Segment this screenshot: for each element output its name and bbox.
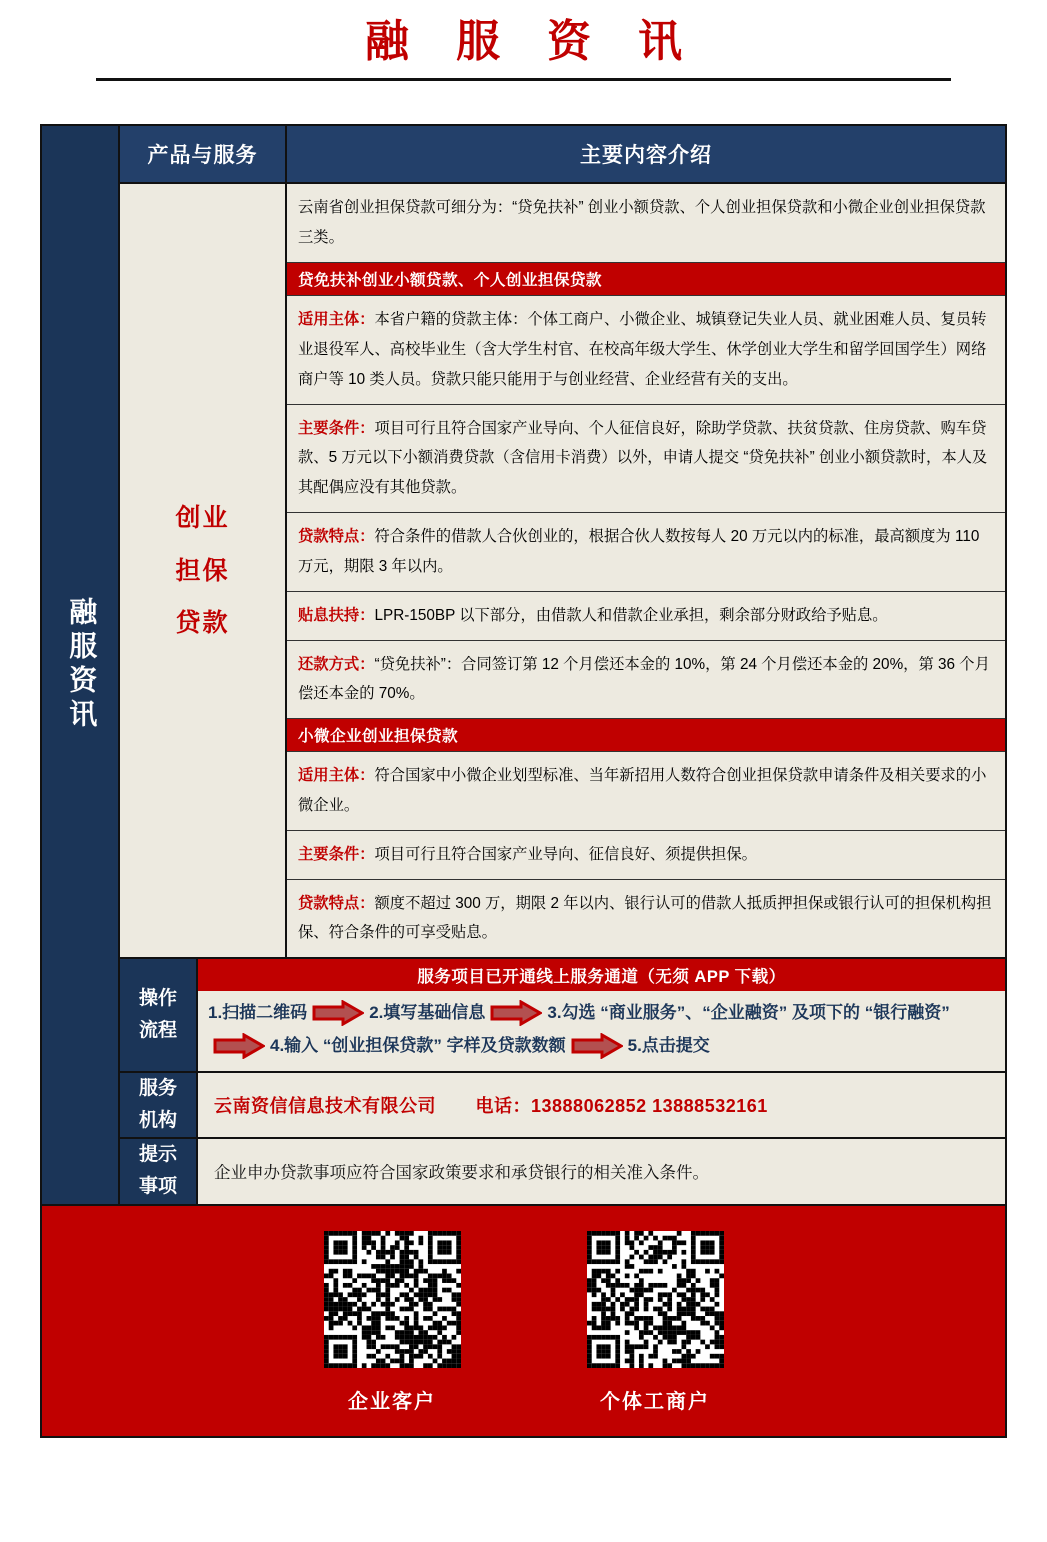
detail-paragraph bbox=[287, 880, 1005, 958]
service-org-name: 云南资信信息技术有限公司 bbox=[214, 1095, 436, 1116]
row-label-service-org-line-2: 机构 bbox=[138, 1109, 177, 1131]
detail-paragraph bbox=[287, 513, 1005, 592]
detail-paragraph-text: 符合国家中小微企业划型标准、当年新招用人数符合创业担保贷款申请条件及相关要求的小微企业。 bbox=[298, 767, 987, 814]
row-label-service-org-line-1: 服务 bbox=[138, 1077, 177, 1099]
service-org-phone: 电话：13888062852 13888532161 bbox=[475, 1095, 768, 1116]
detail-content-column bbox=[287, 184, 1005, 957]
section-heading-bar: 小微企业创业担保贷款 bbox=[287, 719, 1005, 752]
detail-paragraph-text: LPR-150BP 以下部分，由借款人和借款企业承担，剩余部分财政给予贴息。 bbox=[374, 606, 888, 624]
flow-step: 1.扫描二维码 bbox=[208, 1003, 308, 1023]
sheet-body bbox=[120, 126, 1005, 1203]
notice-text: 企业申办贷款事项应符合国家政策要求和承贷银行的相关准入条件。 bbox=[214, 1164, 709, 1183]
service-org-body bbox=[198, 1073, 1005, 1138]
detail-paragraph-label: 主要条件： bbox=[298, 845, 375, 863]
service-org-row bbox=[120, 1073, 1005, 1140]
flow-step: 2.填写基础信息 bbox=[369, 1003, 486, 1023]
qr-item bbox=[587, 1231, 724, 1414]
row-label-process-line-2: 流程 bbox=[138, 1019, 177, 1041]
service-org-text bbox=[198, 1082, 1005, 1128]
detail-paragraph-text: 符合条件的借款人合伙创业的，根据合伙人数按每人 20 万元以内的标准，最高额度为 110 万元，期限 3 年以内。 bbox=[298, 528, 980, 575]
qr-code-image[interactable] bbox=[587, 1231, 724, 1368]
detail-paragraph-label: 适用主体： bbox=[298, 767, 375, 785]
detail-paragraph bbox=[287, 592, 1005, 641]
flow-arrow-icon bbox=[571, 1033, 623, 1059]
detail-paragraph bbox=[287, 405, 1005, 513]
flow-arrow-icon bbox=[312, 1000, 364, 1026]
detail-paragraph bbox=[287, 296, 1005, 404]
detail-paragraph-label: 还款方式： bbox=[298, 655, 375, 673]
process-flow-row bbox=[120, 959, 1005, 1072]
row-label-process-line-1: 操作 bbox=[138, 987, 177, 1009]
flow-step: 5.点击提交 bbox=[627, 1036, 710, 1056]
row-label-service-org bbox=[120, 1073, 198, 1138]
detail-paragraph-label: 适用主体： bbox=[298, 311, 375, 329]
flow-arrow-icon bbox=[490, 1000, 542, 1026]
detail-paragraph-label: 贷款特点： bbox=[298, 894, 375, 912]
process-flow-body bbox=[198, 959, 1005, 1070]
detail-paragraph-label: 主要条件： bbox=[298, 419, 375, 437]
product-detail-row bbox=[120, 184, 1005, 959]
qr-item bbox=[324, 1231, 461, 1414]
detail-paragraph bbox=[287, 831, 1005, 880]
detail-paragraph-text: 项目可行且符合国家产业导向、个人征信良好，除助学贷款、扶贫贷款、住房贷款、购车贷款、5 万元以下小额消费贷款（含信用卡消费）以外，申请人提交 “贷免扶补” 创业小额贷款时，本人及其配偶应没有其他贷款。 bbox=[298, 419, 988, 497]
process-flow-steps bbox=[198, 991, 1005, 1070]
online-channel-banner: 服务项目已开通线上服务通道（无须 APP 下载） bbox=[198, 959, 1005, 991]
flow-step: 4.输入 “创业担保贷款” 字样及贷款数额 bbox=[270, 1036, 566, 1056]
masthead bbox=[0, 0, 1047, 81]
qr-caption: 企业客户 bbox=[348, 1390, 436, 1413]
detail-paragraph-text: 云南省创业担保贷款可细分为：“贷免扶补” 创业小额贷款、个人创业担保贷款和小微企业创业担保贷款三类。 bbox=[298, 199, 986, 247]
header-main-content: 主要内容介绍 bbox=[580, 144, 712, 168]
detail-paragraph-text: 额度不超过 300 万，期限 2 年以内、银行认可的借款人抵质押担保或银行认可的担保机构担保、符合条件的可享受贴息。 bbox=[298, 894, 992, 942]
header-product-service: 产品与服务 bbox=[120, 126, 287, 182]
sheet-spine bbox=[42, 126, 120, 1203]
section-heading-bar: 贷免扶补创业小额贷款、个人创业担保贷款 bbox=[287, 263, 1005, 296]
detail-paragraph bbox=[287, 752, 1005, 831]
detail-paragraph-text: 本省户籍的贷款主体：个体工商户、小微企业、城镇登记失业人员、就业困难人员、复员转业退役军人、高校毕业生（含大学生村官、在校高年级大学生、休学创业大学生和留学回国学生）网络商户等 10 类人员。贷款只能只能用于与创业经营、企业经营有关的支出。 bbox=[298, 311, 987, 388]
spine-label: 融服资讯 bbox=[65, 597, 97, 734]
product-name-cell bbox=[120, 184, 287, 957]
notice-body bbox=[198, 1139, 1005, 1204]
row-label-notice bbox=[120, 1139, 198, 1204]
detail-paragraph-label: 贴息扶持： bbox=[298, 606, 375, 624]
table-header-row bbox=[120, 126, 1005, 184]
detail-paragraph-text: 项目可行且符合国家产业导向、征信良好、须提供担保。 bbox=[374, 845, 757, 863]
detail-paragraph-text: “贷免扶补”：合同签订第 12 个月偿还本金的 10%，第 24 个月偿还本金的 20%，第 36 个月偿还本金的 70%。 bbox=[298, 655, 990, 703]
row-label-notice-line-1: 提示 bbox=[138, 1144, 177, 1166]
detail-paragraph-label: 贷款特点： bbox=[298, 528, 375, 546]
masthead-divider bbox=[96, 78, 951, 81]
row-label-process bbox=[120, 959, 198, 1070]
qr-code-panel bbox=[40, 1206, 1007, 1438]
product-name-line-1: 创业 bbox=[175, 504, 230, 533]
qr-caption: 个体工商户 bbox=[600, 1390, 710, 1413]
notice-row bbox=[120, 1139, 1005, 1204]
detail-paragraph bbox=[287, 184, 1005, 263]
detail-paragraph bbox=[287, 641, 1005, 720]
info-table bbox=[40, 124, 1007, 1205]
product-name-line-2: 担保 bbox=[175, 556, 230, 585]
flow-step: 3.勾选 “商业服务”、“企业融资” 及项下的 “银行融资” bbox=[547, 1003, 950, 1023]
row-label-notice-line-2: 事项 bbox=[138, 1176, 177, 1198]
product-name-line-3: 贷款 bbox=[175, 609, 230, 638]
page-title: 融 服 资 讯 bbox=[365, 17, 700, 66]
flow-arrow-icon bbox=[213, 1033, 265, 1059]
qr-code-image[interactable] bbox=[324, 1231, 461, 1368]
